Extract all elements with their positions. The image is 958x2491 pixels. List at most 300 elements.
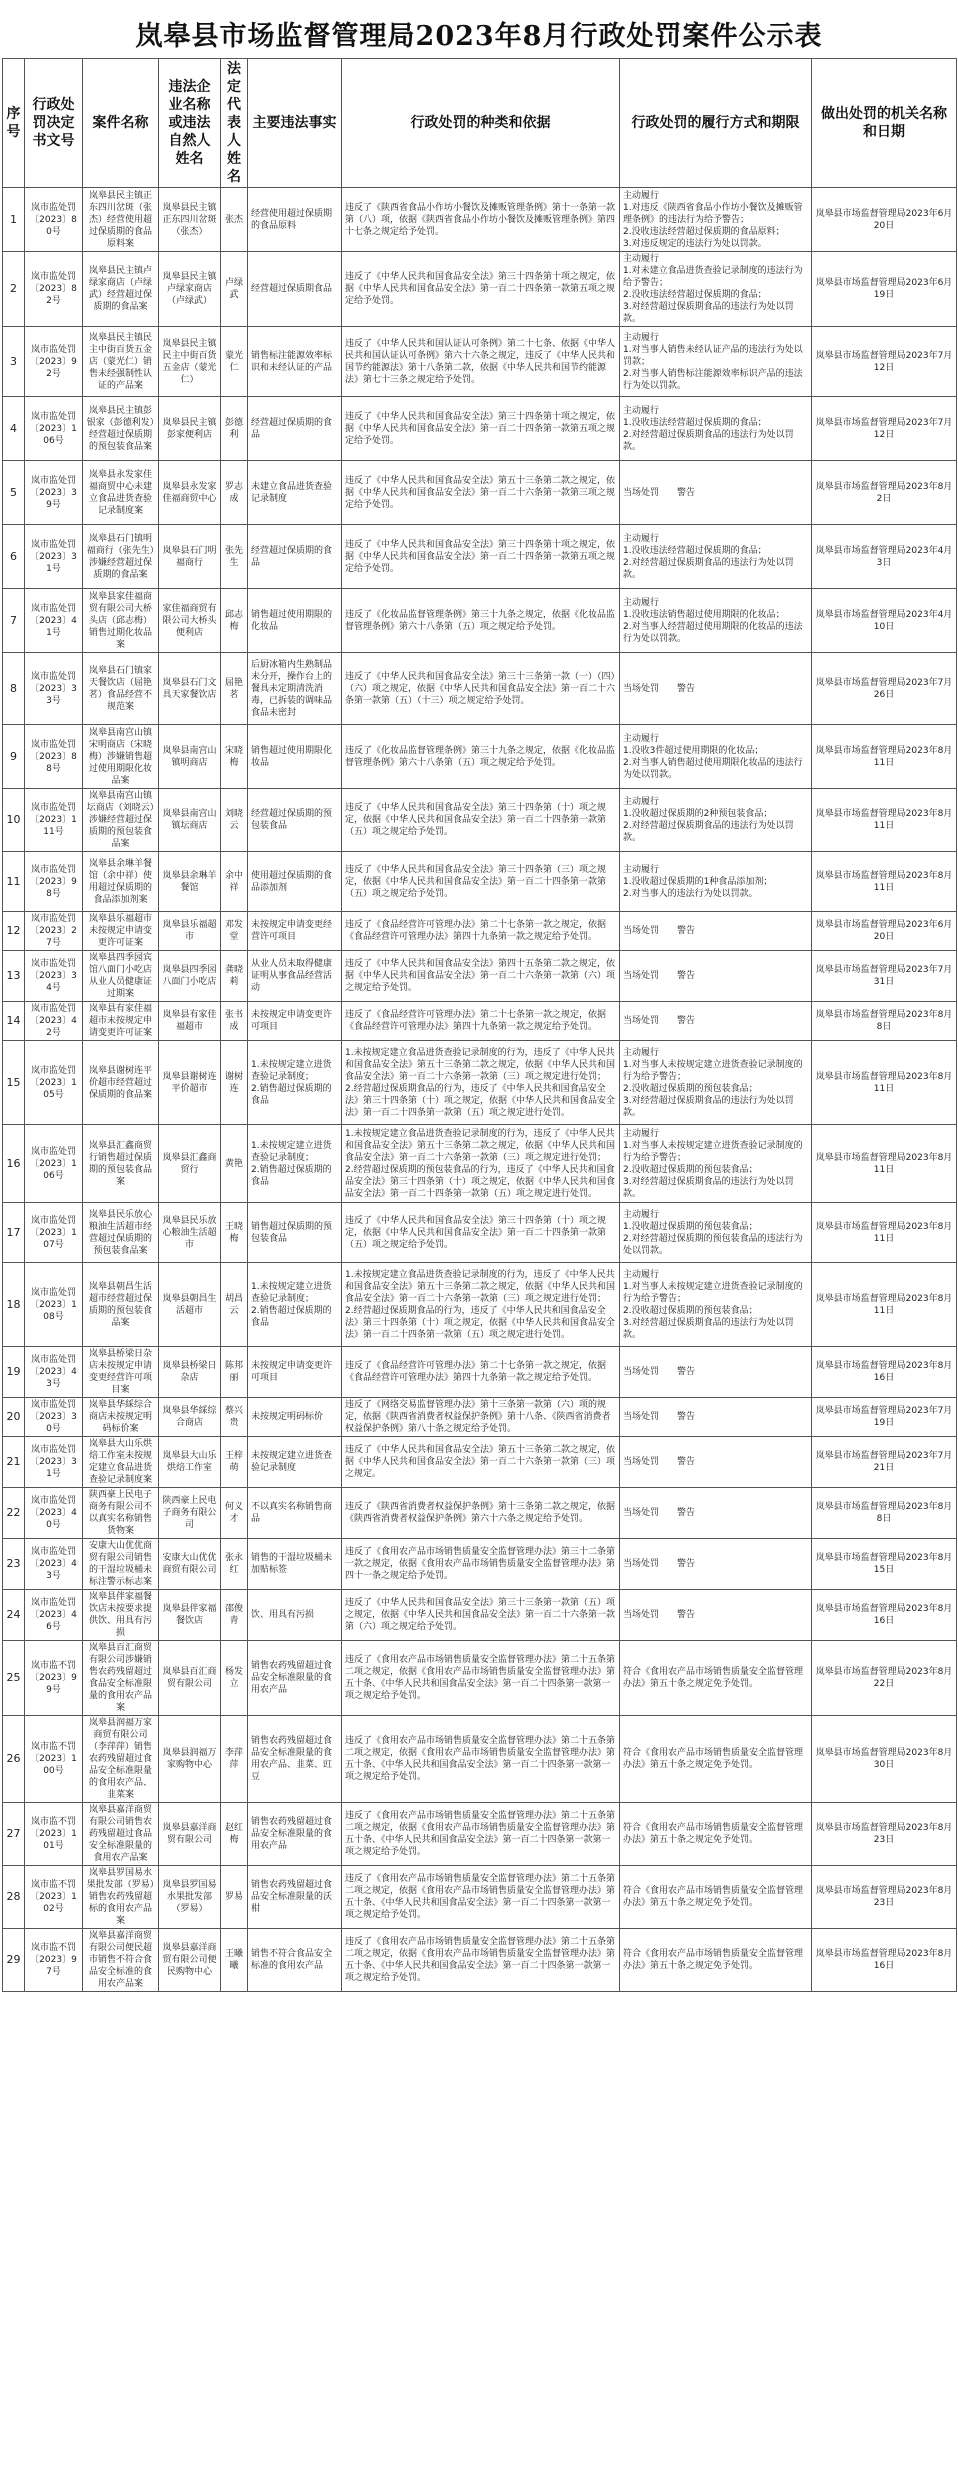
cell-doc-no: 岚市监处罚〔2023〕106号 — [25, 1125, 83, 1203]
cell-seq: 20 — [3, 1398, 25, 1437]
cell-fact: 销售超过保质期的预包装食品 — [248, 1203, 342, 1263]
cell-fact: 不以真实名称销售商品 — [248, 1488, 342, 1539]
cell-rep: 张先生 — [221, 525, 248, 589]
table-row — [3, 397, 957, 461]
cell-fact: 销售不符合食品安全标准的食用农产品 — [248, 1929, 342, 1992]
cell-case-name: 岚皋县汇鑫商贸行销售超过保质期的预包装食品案 — [83, 1125, 159, 1203]
table-row — [3, 1437, 957, 1488]
cell-doc-no: 岚市监处罚〔2023〕43号 — [25, 1347, 83, 1398]
cell-basis: 违反了《中华人民共和国食品安全法》第三十三条第一款第（五）项之规定，依据《中华人民共和国食品安全法》第一百二十六条第一款第（六）项之规定给予处罚。 — [342, 1590, 620, 1641]
table-row — [3, 912, 957, 951]
cell-basis: 违反了《食用农产品市场销售质量安全监督管理办法》第二十五条第二项之规定，依据《食用农产品市场销售质量安全监督管理办法》第五十条、《中华人民共和国食品安全法》第一百二十四条第一款第一项之规定给予处罚。 — [342, 1641, 620, 1716]
cell-seq: 11 — [3, 852, 25, 912]
cell-method: 当场处罚 警告 — [620, 461, 812, 525]
cell-party: 家佳福商贸有限公司大桥头便利店 — [159, 589, 221, 653]
cell-seq: 23 — [3, 1539, 25, 1590]
cell-seq: 10 — [3, 789, 25, 852]
cell-fact: 未按规定申请变更许可项目 — [248, 1347, 342, 1398]
cell-org-date: 岚皋县市场监督管理局2023年8月16日 — [812, 1929, 957, 1992]
cell-doc-no: 岚市监处罚〔2023〕31号 — [25, 525, 83, 589]
cell-fact: 经营超过保质期的食品 — [248, 525, 342, 589]
cell-org-date: 岚皋县市场监督管理局2023年8月2日 — [812, 461, 957, 525]
cell-method: 主动履行 1.对当事人未按规定建立进货查验记录制度的行为给予警告； 2.没收超过保质期的预包装食品； 3.对经营超过保质期食品的违法行为处以罚款。 — [620, 1041, 812, 1125]
cell-doc-no: 岚市监处罚〔2023〕46号 — [25, 1590, 83, 1641]
cell-org-date: 岚皋县市场监督管理局2023年4月10日 — [812, 589, 957, 653]
cell-rep: 李萍萍 — [221, 1716, 248, 1803]
cell-party: 岚皋县桥梁日杂店 — [159, 1347, 221, 1398]
table-row — [3, 461, 957, 525]
header-basis: 行政处罚的种类和依据 — [342, 59, 620, 188]
cell-case-name: 岚皋县朝昌生活超市经营超过保质期的预包装食品案 — [83, 1263, 159, 1347]
cell-case-name: 安康大山优优商贸有限公司销售的干湿垃圾桶未标注警示标志案 — [83, 1539, 159, 1590]
cell-org-date: 岚皋县市场监督管理局2023年8月11日 — [812, 725, 957, 789]
cell-case-name: 岚皋县南宫山镇宋明商店（宋晓梅）涉嫌销售超过使用期限化妆品案 — [83, 725, 159, 789]
header-rep: 法定代表人姓名 — [221, 59, 248, 188]
cell-rep: 罗易 — [221, 1866, 248, 1929]
cell-seq: 24 — [3, 1590, 25, 1641]
cell-case-name: 岚皋县永发家佳福商贸中心未建立食品进货查验记录制度案 — [83, 461, 159, 525]
cell-method: 当场处罚 警告 — [620, 1590, 812, 1641]
cell-org-date: 岚皋县市场监督管理局2023年6月20日 — [812, 912, 957, 951]
table-row — [3, 525, 957, 589]
cell-party: 岚皋县罗国易水果批发部（罗易） — [159, 1866, 221, 1929]
cell-basis: 违反了《食用农产品市场销售质量安全监督管理办法》第二十五条第二项之规定，依据《食用农产品市场销售质量安全监督管理办法》第五十条、《中华人民共和国食品安全法》第一百二十四条第一款第一项之规定给予处罚。 — [342, 1803, 620, 1866]
cell-case-name: 岚皋县罗国易水果批发部（罗易）销售农药残留超标的食用农产品案 — [83, 1866, 159, 1929]
cell-seq: 21 — [3, 1437, 25, 1488]
table-row — [3, 1716, 957, 1803]
cell-org-date: 岚皋县市场监督管理局2023年7月31日 — [812, 951, 957, 1002]
cell-party: 岚皋县乐福超市 — [159, 912, 221, 951]
cell-org-date: 岚皋县市场监督管理局2023年8月11日 — [812, 1203, 957, 1263]
cell-basis: 违反了《中华人民共和国食品安全法》第三十四条第（十）项之规定，依据《中华人民共和国食品安全法》第一百二十四条第一款第（五）项之规定给予处罚。 — [342, 1203, 620, 1263]
cell-method: 主动履行 1.没收违法经营超过保质期的食品； 2.对经营超过保质期食品的违法行为处以罚款。 — [620, 525, 812, 589]
cell-basis: 违反了《食用农产品市场销售质量安全监督管理办法》第二十五条第二项之规定，依据《食用农产品市场销售质量安全监督管理办法》第五十条、《中华人民共和国食品安全法》第一百二十四条第一款第一项之规定给予处罚。 — [342, 1929, 620, 1992]
cell-case-name: 岚皋县石门镇明福商行（张先生）涉嫌经营超过保质期的食品案 — [83, 525, 159, 589]
cell-org-date: 岚皋县市场监督管理局2023年8月11日 — [812, 1263, 957, 1347]
cell-doc-no: 岚市监处罚〔2023〕40号 — [25, 1488, 83, 1539]
cell-rep: 邵俊青 — [221, 1590, 248, 1641]
cell-rep: 王晓梅 — [221, 1203, 248, 1263]
header-doc-no: 行政处罚决定书文号 — [25, 59, 83, 188]
cell-method: 当场处罚 警告 — [620, 1398, 812, 1437]
cell-org-date: 岚皋县市场监督管理局2023年8月11日 — [812, 789, 957, 852]
cell-fact: 销售农药残留超过食品安全标准限量的食用农产品、韭菜、豇豆 — [248, 1716, 342, 1803]
cell-fact: 使用超过保质期的食品添加剂 — [248, 852, 342, 912]
cell-org-date: 岚皋县市场监督管理局2023年6月19日 — [812, 252, 957, 327]
table-row — [3, 725, 957, 789]
cell-rep: 龚晓莉 — [221, 951, 248, 1002]
cell-fact: 未按规定建立进货查验记录制度 — [248, 1437, 342, 1488]
cell-case-name: 岚皋县余琳羊餐馆（余中祥）使用超过保质期的食品添加剂案 — [83, 852, 159, 912]
cell-doc-no: 岚市监处罚〔2023〕30号 — [25, 1398, 83, 1437]
cell-basis: 违反了《中华人民共和国食品安全法》第四十五条第二款之规定，依据《中华人民共和国食品安全法》第一百二十六条第一款第（六）项之规定给予处罚。 — [342, 951, 620, 1002]
cell-method: 符合《食用农产品市场销售质量安全监督管理办法》第五十条之规定免予处罚。 — [620, 1641, 812, 1716]
cell-method: 当场处罚 警告 — [620, 1002, 812, 1041]
cell-basis: 1.未按规定建立食品进货查验记录制度的行为，违反了《中华人民共和国食品安全法》第五十三条第二款之规定，依据《中华人民共和国食品安全法》第一百二十六条第一款第（三）项之规定进行处罚； 2.经营超过保质期的预包装食品的行为，违反了《中华人民共和国食品安全法》第三十四条第（十）项之规定，依据《中华人民共和国食品安全法》第一百二十四条第一款第（五）项之规定进行处罚。 — [342, 1125, 620, 1203]
cell-party: 岚皋县石门文具天家餐饮店 — [159, 653, 221, 725]
cell-fact: 未建立食品进货查验记录制度 — [248, 461, 342, 525]
cell-seq: 4 — [3, 397, 25, 461]
table-row — [3, 327, 957, 397]
header-method: 行政处罚的履行方式和期限 — [620, 59, 812, 188]
cell-org-date: 岚皋县市场监督管理局2023年8月23日 — [812, 1803, 957, 1866]
cell-fact: 销售农药残留超过食品安全标准限量的沃柑 — [248, 1866, 342, 1929]
table-row — [3, 1263, 957, 1347]
cell-method: 主动履行 1.对未建立食品进货查验记录制度的违法行为给予警告； 2.没收违法经营超过保质期的食品； 3.对经营超过保质期食品的违法行为处以罚款。 — [620, 252, 812, 327]
cell-doc-no: 岚市监处罚〔2023〕88号 — [25, 725, 83, 789]
cell-fact: 销售超过使用期限的化妆品 — [248, 589, 342, 653]
cell-basis: 违反了《化妆品监督管理条例》第三十九条之规定，依据《化妆品监督管理条例》第六十八条第（五）项之规定给予处罚。 — [342, 589, 620, 653]
cell-case-name: 岚皋县润福万家商贸有限公司（李萍萍）销售农药残留超过食品安全标准限量的食用农产品、韭菜案 — [83, 1716, 159, 1803]
cell-case-name: 岚皋县百汇商贸有限公司涉嫌销售农药残留超过食品安全标准限量的食用农产品案 — [83, 1641, 159, 1716]
table-header-row — [3, 59, 957, 188]
cell-org-date: 岚皋县市场监督管理局2023年4月3日 — [812, 525, 957, 589]
cell-fact: 未按规定申请变更经营许可项目 — [248, 912, 342, 951]
cell-doc-no: 岚市监处罚〔2023〕34号 — [25, 951, 83, 1002]
cell-fact: 1.未按规定建立进货查验记录制度； 2.销售超过保质期的食品 — [248, 1125, 342, 1203]
table-row — [3, 1041, 957, 1125]
header-seq: 序号 — [3, 59, 25, 188]
cell-party: 陕西豪上民电子商务有限公司 — [159, 1488, 221, 1539]
cell-basis: 违反了《中华人民共和国食品安全法》第三十四条第（三）项之规定，依据《中华人民共和国食品安全法》第一百二十四条第一款第（五）项之规定给予处罚。 — [342, 852, 620, 912]
cell-seq: 19 — [3, 1347, 25, 1398]
cell-party: 岚皋县四季园八面门小吃店 — [159, 951, 221, 1002]
cell-fact: 1.未按规定建立进货查验记录制度； 2.销售超过保质期的食品 — [248, 1263, 342, 1347]
cell-org-date: 岚皋县市场监督管理局2023年8月15日 — [812, 1539, 957, 1590]
cell-seq: 3 — [3, 327, 25, 397]
cell-rep: 陈邦丽 — [221, 1347, 248, 1398]
table-row — [3, 1590, 957, 1641]
cell-seq: 9 — [3, 725, 25, 789]
cell-method: 主动履行 1.对违反《陕西省食品小作坊小餐饮及摊贩管理条例》的违法行为给予警告； 2.没收违法经营超过保质期的食品原料； 3.对违反规定的违法行为处以罚款。 — [620, 188, 812, 252]
cell-doc-no: 岚市监处罚〔2023〕92号 — [25, 327, 83, 397]
cell-party: 岚皋县民主镇正东四川岔斑（张杰） — [159, 188, 221, 252]
cell-seq: 7 — [3, 589, 25, 653]
table-row — [3, 852, 957, 912]
cell-rep: 罗志成 — [221, 461, 248, 525]
cell-doc-no: 岚市监处罚〔2023〕82号 — [25, 252, 83, 327]
cell-doc-no: 岚市监处罚〔2023〕33号 — [25, 653, 83, 725]
cell-party: 岚皋县润福万家购物中心 — [159, 1716, 221, 1803]
table-row — [3, 1347, 957, 1398]
cell-basis: 1.未按规定建立食品进货查验记录制度的行为，违反了《中华人民共和国食品安全法》第五十三条第二款之规定，依据《中华人民共和国食品安全法》第一百二十六条第一款第（三）项之规定进行处罚； 2.经营超过保质期食品的行为，违反了《中华人民共和国食品安全法》第三十四条第（十）项之规定，依据《中华人民共和国食品安全法》第一百二十四条第一款第（五）项之规定进行处罚。 — [342, 1263, 620, 1347]
cell-rep: 杨发立 — [221, 1641, 248, 1716]
table-row — [3, 1866, 957, 1929]
cell-seq: 12 — [3, 912, 25, 951]
cell-case-name: 陕西豪上民电子商务有限公司不以真实名称销售货物案 — [83, 1488, 159, 1539]
cell-rep: 宋晓梅 — [221, 725, 248, 789]
cell-basis: 违反了《中华人民共和国食品安全法》第五十三条第二款之规定，依据《中华人民共和国食品安全法》第一百二十六条第一款第（三）项之规定。 — [342, 1437, 620, 1488]
cell-basis: 违反了《网络交易监督管理办法》第十三条第一款第（六）项的规定，依据《陕西省消费者权益保护条例》第十八条、《陕西省消费者权益保护条例》第八十条之规定给予处罚。 — [342, 1398, 620, 1437]
cell-party: 岚皋县南宫山镇明商店 — [159, 725, 221, 789]
cell-basis: 违反了《食用农产品市场销售质量安全监督管理办法》第三十二条第一款之规定，依据《食用农产品市场销售质量安全监督管理办法》第四十一条之规定给予处罚。 — [342, 1539, 620, 1590]
cell-fact: 销售超过使用期限化妆品 — [248, 725, 342, 789]
cell-org-date: 岚皋县市场监督管理局2023年8月11日 — [812, 1125, 957, 1203]
cell-basis: 违反了《食品经营许可管理办法》第二十七条第一款之规定，依据《食品经营许可管理办法》第四十九条第一款之规定给予处罚。 — [342, 1347, 620, 1398]
cell-fact: 后厨冰箱内生熟制品未分开，操作台上的餐具未定期清洗消毒，已拆装的调味品食品未密封 — [248, 653, 342, 725]
cell-fact: 从业人员未取得健康证明从事食品经营活动 — [248, 951, 342, 1002]
cell-method: 符合《食用农产品市场销售质量安全监督管理办法》第五十条之规定免予处罚。 — [620, 1716, 812, 1803]
table-row — [3, 1539, 957, 1590]
cell-case-name: 岚皋县家佳福商贸有限公司大桥头店（邱志梅）销售过期化妆品案 — [83, 589, 159, 653]
cell-method: 主动履行 1.对当事人未按规定建立进货查验记录制度的行为给予警告； 2.没收超过保质期的预包装食品； 3.对经营超过保质期食品的违法行为处以罚款。 — [620, 1263, 812, 1347]
cell-doc-no: 岚市监处罚〔2023〕43号 — [25, 1539, 83, 1590]
cell-fact: 经营使用超过保质期的食品原料 — [248, 188, 342, 252]
cell-seq: 22 — [3, 1488, 25, 1539]
cell-method: 当场处罚 警告 — [620, 1488, 812, 1539]
cell-org-date: 岚皋县市场监督管理局2023年8月11日 — [812, 1041, 957, 1125]
cell-party: 岚皋县有家佳福超市 — [159, 1002, 221, 1041]
cell-rep: 王梓萌 — [221, 1437, 248, 1488]
cell-fact: 未按规定明码标价 — [248, 1398, 342, 1437]
table-row — [3, 951, 957, 1002]
cell-basis: 违反了《中华人民共和国食品安全法》第三十三条第一款（一）（四）（六）项之规定，依据《中华人民共和国食品安全法》第一百二十六条第一款第（五）（十三）项之规定给予处罚。 — [342, 653, 620, 725]
cell-doc-no: 岚市监处罚〔2023〕41号 — [25, 589, 83, 653]
cell-case-name: 岚皋县石门镇家天餐饮店（屈艳茗）食品经营不规范案 — [83, 653, 159, 725]
cell-rep: 黄艳 — [221, 1125, 248, 1203]
header-case-name: 案件名称 — [83, 59, 159, 188]
cell-case-name: 岚皋县大山乐烘焙工作室未按规定建立食品进货查验记录制度案 — [83, 1437, 159, 1488]
cell-doc-no: 岚市监处罚〔2023〕107号 — [25, 1203, 83, 1263]
cell-rep: 屈艳茗 — [221, 653, 248, 725]
cell-fact: 销售的干湿垃圾桶未加贴标签 — [248, 1539, 342, 1590]
cell-doc-no: 岚市监不罚〔2023〕99号 — [25, 1641, 83, 1716]
cell-seq: 28 — [3, 1866, 25, 1929]
cell-basis: 违反了《中华人民共和国食品安全法》第三十四条第十项之规定，依据《中华人民共和国食品安全法》第一百二十四条第一款第五项之规定给予处罚。 — [342, 397, 620, 461]
header-fact: 主要违法事实 — [248, 59, 342, 188]
cell-fact: 未按规定申请变更许可项目 — [248, 1002, 342, 1041]
cell-rep: 张书成 — [221, 1002, 248, 1041]
cell-case-name: 岚皋县乐福超市未按规定申请变更许可证案 — [83, 912, 159, 951]
header-party: 违法企业名称或违法自然人姓名 — [159, 59, 221, 188]
cell-org-date: 岚皋县市场监督管理局2023年8月16日 — [812, 1347, 957, 1398]
cell-seq: 18 — [3, 1263, 25, 1347]
cell-party: 岚皋县谢树连平价超市 — [159, 1041, 221, 1125]
cell-basis: 违反了《食用农产品市场销售质量安全监督管理办法》第二十五条第二项之规定，依据《食用农产品市场销售质量安全监督管理办法》第五十条、《中华人民共和国食品安全法》第一百二十四条第一款第一项之规定给予处罚。 — [342, 1716, 620, 1803]
cell-seq: 15 — [3, 1041, 25, 1125]
cell-party: 岚皋县汇鑫商贸行 — [159, 1125, 221, 1203]
cell-fact: 销售农药残留超过食品安全标准限量的食用农产品 — [248, 1803, 342, 1866]
cell-basis: 违反了《陕西省消费者权益保护条例》第十三条第二款之规定，依据《陕西省消费者权益保护条例》第六十六条之规定给予处罚。 — [342, 1488, 620, 1539]
cell-party: 安康大山优优商贸有限公司 — [159, 1539, 221, 1590]
cell-party: 岚皋县大山乐烘焙工作室 — [159, 1437, 221, 1488]
cell-method: 主动履行 1.没收超过保质期的2种预包装食品； 2.对经营超过保质期食品的违法行为处以罚款。 — [620, 789, 812, 852]
cell-party: 岚皋县石门明福商行 — [159, 525, 221, 589]
cell-basis: 违反了《食用农产品市场销售质量安全监督管理办法》第二十五条第二项之规定，依据《食用农产品市场销售质量安全监督管理办法》第五十条、《中华人民共和国食品安全法》第一百二十四条第一款第一项之规定给予处罚。 — [342, 1866, 620, 1929]
table-row — [3, 653, 957, 725]
cell-basis: 违反了《中华人民共和国认证认可条例》第二十七条、依据《中华人民共和国认证认可条例》第六十六条之规定，违反了《中华人民共和国节约能源法》第十八条第二款，依据《中华人民共和国节约能源法》第七十三条之规定给予处罚。 — [342, 327, 620, 397]
cell-party: 岚皋县华綵综合商店 — [159, 1398, 221, 1437]
cell-method: 符合《食用农产品市场销售质量安全监督管理办法》第五十条之规定免予处罚。 — [620, 1929, 812, 1992]
cell-rep: 何义才 — [221, 1488, 248, 1539]
table-row — [3, 1203, 957, 1263]
cell-org-date: 岚皋县市场监督管理局2023年8月8日 — [812, 1488, 957, 1539]
table-row — [3, 1002, 957, 1041]
cell-doc-no: 岚市监处罚〔2023〕108号 — [25, 1263, 83, 1347]
cell-party: 岚皋县民主镇民主中街百货五金店（蒙光仁） — [159, 327, 221, 397]
cell-party: 岚皋县民主镇卢绿家商店（卢绿武） — [159, 252, 221, 327]
cell-method: 主动履行 1.对当事人未按规定建立进货查验记录制度的行为给予警告； 2.没收超过保质期的预包装食品； 3.对经营超过保质期食品的违法行为处以罚款。 — [620, 1125, 812, 1203]
cell-case-name: 岚皋县民主镇民主中街百货五金店（蒙光仁）销售未经强制性认证的产品案 — [83, 327, 159, 397]
cell-rep: 赵红梅 — [221, 1803, 248, 1866]
cell-seq: 27 — [3, 1803, 25, 1866]
cell-method: 当场处罚 警告 — [620, 1347, 812, 1398]
cell-rep: 卢绿武 — [221, 252, 248, 327]
cell-rep: 王曦曦 — [221, 1929, 248, 1992]
cell-doc-no: 岚市监处罚〔2023〕105号 — [25, 1041, 83, 1125]
cell-seq: 5 — [3, 461, 25, 525]
cell-basis: 违反了《中华人民共和国食品安全法》第五十三条第二款之规定，依据《中华人民共和国食品安全法》第一百二十六条第一款第三项之规定给予处罚。 — [342, 461, 620, 525]
cell-rep: 刘晓云 — [221, 789, 248, 852]
cell-seq: 1 — [3, 188, 25, 252]
table-row — [3, 1803, 957, 1866]
cell-org-date: 岚皋县市场监督管理局2023年8月8日 — [812, 1002, 957, 1041]
cell-method: 主动履行 1.对当事人销售未经认证产品的违法行为处以罚款； 2.对当事人销售标注能源效率标识产品的违法行为处以罚款。 — [620, 327, 812, 397]
cell-case-name: 岚皋县有家佳福超市未按规定申请变更许可证案 — [83, 1002, 159, 1041]
cell-rep: 胡昌云 — [221, 1263, 248, 1347]
cell-rep: 邱志梅 — [221, 589, 248, 653]
cell-rep: 余中祥 — [221, 852, 248, 912]
cell-rep: 蒙光仁 — [221, 327, 248, 397]
cell-doc-no: 岚市监处罚〔2023〕42号 — [25, 1002, 83, 1041]
table-row — [3, 1488, 957, 1539]
cell-seq: 13 — [3, 951, 25, 1002]
cell-case-name: 岚皋县四季园宾馆八面门小吃店从业人员健康证过期案 — [83, 951, 159, 1002]
cell-org-date: 岚皋县市场监督管理局2023年6月20日 — [812, 188, 957, 252]
cell-basis: 违反了《食品经营许可管理办法》第二十七条第一款之规定，依据《食品经营许可管理办法》第四十九条第一款之规定给予处罚。 — [342, 912, 620, 951]
cell-org-date: 岚皋县市场监督管理局2023年8月11日 — [812, 852, 957, 912]
cell-rep: 彭德利 — [221, 397, 248, 461]
cell-org-date: 岚皋县市场监督管理局2023年8月23日 — [812, 1866, 957, 1929]
cell-party: 岚皋县百汇商贸有限公司 — [159, 1641, 221, 1716]
cell-party: 岚皋县永发家佳福商贸中心 — [159, 461, 221, 525]
cell-org-date: 岚皋县市场监督管理局2023年8月16日 — [812, 1590, 957, 1641]
cell-fact: 经营超过保质期的食品 — [248, 397, 342, 461]
cell-org-date: 岚皋县市场监督管理局2023年8月22日 — [812, 1641, 957, 1716]
cell-party: 岚皋县南宫山镇坛商店 — [159, 789, 221, 852]
cell-seq: 6 — [3, 525, 25, 589]
cell-case-name: 岚皋县华綵综合商店未按规定明码标价案 — [83, 1398, 159, 1437]
cell-method: 符合《食用农产品市场销售质量安全监督管理办法》第五十条之规定免予处罚。 — [620, 1803, 812, 1866]
cell-org-date: 岚皋县市场监督管理局2023年7月26日 — [812, 653, 957, 725]
cell-org-date: 岚皋县市场监督管理局2023年8月30日 — [812, 1716, 957, 1803]
cell-party: 岚皋县伴家福餐饮店 — [159, 1590, 221, 1641]
cell-seq: 2 — [3, 252, 25, 327]
cell-method: 符合《食用农产品市场销售质量安全监督管理办法》第五十条之规定免予处罚。 — [620, 1866, 812, 1929]
cell-method: 主动履行 1.没收3件超过使用期限的化妆品； 2.对当事人销售超过使用期限化妆品的违法行为处以罚款。 — [620, 725, 812, 789]
cell-case-name: 岚皋县谢树连平价超市经营超过保质期的食品案 — [83, 1041, 159, 1125]
cell-seq: 26 — [3, 1716, 25, 1803]
cell-doc-no: 岚市监处罚〔2023〕80号 — [25, 188, 83, 252]
cell-method: 主动履行 1.没收违法销售超过使用期限的化妆品； 2.对当事人经营超过使用期限的化妆品的违法行为处以罚款。 — [620, 589, 812, 653]
cell-method: 当场处罚 警告 — [620, 1437, 812, 1488]
cell-basis: 违反了《陕西省食品小作坊小餐饮及摊贩管理条例》第十一条第一款第（八）项，依据《陕西省食品小作坊小餐饮及摊贩管理条例》第四十七条之规定给予处罚。 — [342, 188, 620, 252]
cell-method: 当场处罚 警告 — [620, 653, 812, 725]
cell-seq: 14 — [3, 1002, 25, 1041]
cell-rep: 谢树连 — [221, 1041, 248, 1125]
cell-doc-no: 岚市监不罚〔2023〕102号 — [25, 1866, 83, 1929]
table-body — [3, 188, 957, 1992]
page-title: 岚皋县市场监督管理局2023年8月行政处罚案件公示表 — [135, 21, 823, 52]
cell-seq: 25 — [3, 1641, 25, 1716]
cell-doc-no: 岚市监不罚〔2023〕100号 — [25, 1716, 83, 1803]
cell-case-name: 岚皋县桥梁日杂店未按规定申请变更经营许可项目案 — [83, 1347, 159, 1398]
cell-org-date: 岚皋县市场监督管理局2023年7月12日 — [812, 397, 957, 461]
cell-seq: 17 — [3, 1203, 25, 1263]
cell-method: 主动履行 1.没收超过保质期的1种食品添加剂； 2.对当事人的违法行为处以罚款。 — [620, 852, 812, 912]
cell-rep: 张永红 — [221, 1539, 248, 1590]
header-org-date: 做出处罚的机关名称和日期 — [812, 59, 957, 188]
table-row — [3, 789, 957, 852]
cell-basis: 违反了《中华人民共和国食品安全法》第三十四条第十项之规定，依据《中华人民共和国食品安全法》第一百二十四条第一款第五项之规定给予处罚。 — [342, 525, 620, 589]
cell-party: 岚皋县民主镇彭家便利店 — [159, 397, 221, 461]
table-row — [3, 589, 957, 653]
cell-org-date: 岚皋县市场监督管理局2023年7月21日 — [812, 1437, 957, 1488]
table-row — [3, 252, 957, 327]
cell-seq: 8 — [3, 653, 25, 725]
cell-method: 当场处罚 警告 — [620, 951, 812, 1002]
cell-seq: 16 — [3, 1125, 25, 1203]
table-row — [3, 1641, 957, 1716]
cell-case-name: 岚皋县民主镇卢绿家商店（卢绿武）经营超过保质期的食品案 — [83, 252, 159, 327]
cell-fact: 经营超过保质期食品 — [248, 252, 342, 327]
cell-basis: 违反了《食品经营许可管理办法》第二十七条第一款之规定，依据《食品经营许可管理办法》第四十九条第一款之规定给予处罚。 — [342, 1002, 620, 1041]
cell-method: 当场处罚 警告 — [620, 1539, 812, 1590]
cell-doc-no: 岚市监处罚〔2023〕106号 — [25, 397, 83, 461]
cell-method: 主动履行 1.没收超过保质期的预包装食品； 2.对经营超过保质期的预包装食品的违法行为处以罚款。 — [620, 1203, 812, 1263]
cell-party: 岚皋县朝昌生活超市 — [159, 1263, 221, 1347]
cell-basis: 1.未按规定建立食品进货查验记录制度的行为，违反了《中华人民共和国食品安全法》第五十三条第二款之规定，依据《中华人民共和国食品安全法》第一百二十六条第一款第（三）项之规定进行处罚； 2.经营超过保质期食品的行为，违反了《中华人民共和国食品安全法》第三十四条第（十）项之规定，依据《中华人民共和国食品安全法》第一百二十四条第一款第（五）项之规定进行处罚。 — [342, 1041, 620, 1125]
cell-party: 岚皋县余琳羊餐馆 — [159, 852, 221, 912]
cell-case-name: 岚皋县民乐放心粮油生活超市经营超过保质期的预包装食品案 — [83, 1203, 159, 1263]
cell-party: 岚皋县嘉洋商贸有限公司 — [159, 1803, 221, 1866]
table-row — [3, 1398, 957, 1437]
penalty-table — [2, 58, 957, 1992]
cell-case-name: 岚皋县嘉洋商贸有限公司销售农药残留超过食品安全标准限量的食用农产品案 — [83, 1803, 159, 1866]
cell-rep: 蔡兴贵 — [221, 1398, 248, 1437]
cell-rep: 张杰 — [221, 188, 248, 252]
cell-org-date: 岚皋县市场监督管理局2023年7月19日 — [812, 1398, 957, 1437]
cell-fact: 饮、用具有污损 — [248, 1590, 342, 1641]
cell-fact: 1.未按规定建立进货查验记录制度； 2.销售超过保质期的食品 — [248, 1041, 342, 1125]
cell-basis: 违反了《中华人民共和国食品安全法》第三十四条第十项之规定，依据《中华人民共和国食品安全法》第一百二十四条第一款第五项之规定给予处罚。 — [342, 252, 620, 327]
cell-doc-no: 岚市监不罚〔2023〕97号 — [25, 1929, 83, 1992]
cell-basis: 违反了《中华人民共和国食品安全法》第三十四条第（十）项之规定，依据《中华人民共和国食品安全法》第一百二十四条第一款第（五）项之规定给予处罚。 — [342, 789, 620, 852]
cell-doc-no: 岚市监处罚〔2023〕111号 — [25, 789, 83, 852]
cell-case-name: 岚皋县嘉洋商贸有限公司便民超市销售不符合食品安全标准的食用农产品案 — [83, 1929, 159, 1992]
cell-case-name: 岚皋县民主镇彭银家（彭德利发）经营超过保质期的预包装食品案 — [83, 397, 159, 461]
cell-doc-no: 岚市监处罚〔2023〕39号 — [25, 461, 83, 525]
cell-doc-no: 岚市监处罚〔2023〕27号 — [25, 912, 83, 951]
cell-party: 岚皋县民乐放心粮油生活超市 — [159, 1203, 221, 1263]
cell-basis: 违反了《化妆品监督管理条例》第三十九条之规定，依据《化妆品监督管理条例》第六十八条第（五）项之规定给予处罚。 — [342, 725, 620, 789]
cell-fact: 销售标注能源效率标识和未经认证的产品 — [248, 327, 342, 397]
cell-doc-no: 岚市监处罚〔2023〕31号 — [25, 1437, 83, 1488]
cell-method: 当场处罚 警告 — [620, 912, 812, 951]
cell-party: 岚皋县嘉洋商贸有限公司便民购物中心 — [159, 1929, 221, 1992]
cell-fact: 经营超过保质期的预包装食品 — [248, 789, 342, 852]
cell-doc-no: 岚市监不罚〔2023〕101号 — [25, 1803, 83, 1866]
cell-case-name: 岚皋县伴家福餐饮店未按要求提供饮、用具有污损 — [83, 1590, 159, 1641]
cell-case-name: 岚皋县民主镇正东四川岔斑（张杰）经营使用超过保质期的食品原料案 — [83, 188, 159, 252]
cell-fact: 销售农药残留超过食品安全标准限量的食用农产品 — [248, 1641, 342, 1716]
cell-rep: 邓发堂 — [221, 912, 248, 951]
cell-seq: 29 — [3, 1929, 25, 1992]
table-row — [3, 1125, 957, 1203]
cell-doc-no: 岚市监处罚〔2023〕98号 — [25, 852, 83, 912]
table-row — [3, 188, 957, 252]
cell-method: 主动履行 1.没收违法经营超过保质期的食品； 2.对经营超过保质期食品的违法行为处以罚款。 — [620, 397, 812, 461]
